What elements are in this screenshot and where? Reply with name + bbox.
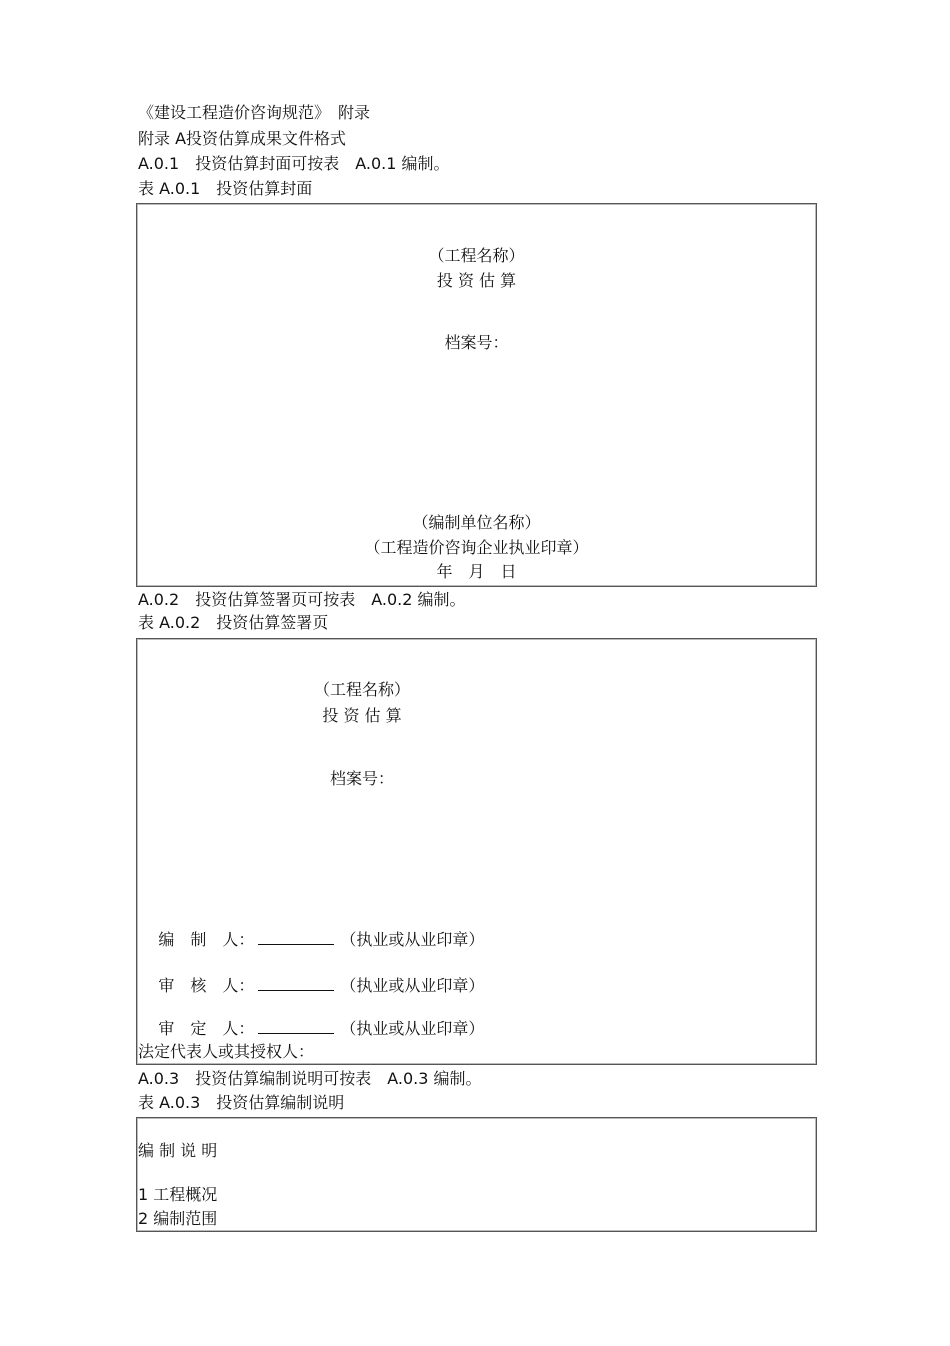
sign-archive-no: 档案号： — [329, 769, 394, 788]
approver-label: 审 定 人： — [158, 1019, 255, 1038]
appendix-title: 附录 A投资估算成果文件格式 — [138, 129, 347, 148]
legal-rep: 法定代表人或其授权人： — [138, 1042, 315, 1061]
approver-blank[interactable] — [258, 1019, 334, 1034]
explanation-item-1: 1 工程概况 — [138, 1185, 218, 1204]
cover-seal: （工程造价咨询企业执业印章） — [364, 538, 589, 557]
compiler-blank[interactable] — [258, 930, 334, 945]
reviewer-seal-note: （执业或从业印章） — [340, 976, 485, 995]
section2-table-title: 表 A.0.2 投资估算签署页 — [138, 613, 329, 632]
cover-project-name: （工程名称） — [428, 246, 525, 265]
section1-note: A.0.1 投资估算封面可按表 A.0.1 编制。 — [138, 154, 450, 173]
section2-note: A.0.2 投资估算签署页可按表 A.0.2 编制。 — [138, 590, 466, 609]
cover-date: 年 月 日 — [436, 562, 517, 581]
approver-seal-note: （执业或从业印章） — [340, 1019, 485, 1038]
cover-unit-name: （编制单位名称） — [412, 513, 541, 532]
section3-table-title: 表 A.0.3 投资估算编制说明 — [138, 1093, 345, 1112]
cover-doc-type: 投 资 估 算 — [436, 271, 517, 290]
reviewer-blank[interactable] — [258, 976, 334, 991]
sign-doc-type: 投 资 估 算 — [322, 706, 402, 725]
document-title: 《建设工程造价咨询规范》 附录 — [138, 103, 371, 122]
signature-table — [136, 638, 817, 1065]
explanation-heading: 编 制 说 明 — [138, 1141, 218, 1160]
cover-archive-no: 档案号： — [444, 333, 509, 352]
compiler-seal-note: （执业或从业印章） — [340, 930, 485, 949]
explanation-table — [136, 1117, 817, 1232]
section3-note: A.0.3 投资估算编制说明可按表 A.0.3 编制。 — [138, 1069, 482, 1088]
explanation-item-2: 2 编制范围 — [138, 1209, 218, 1228]
reviewer-label: 审 核 人： — [158, 976, 255, 995]
cover-table — [136, 203, 817, 587]
compiler-label: 编 制 人： — [158, 930, 255, 949]
section1-table-title: 表 A.0.1 投资估算封面 — [138, 179, 313, 198]
sign-project-name: （工程名称） — [313, 680, 410, 699]
